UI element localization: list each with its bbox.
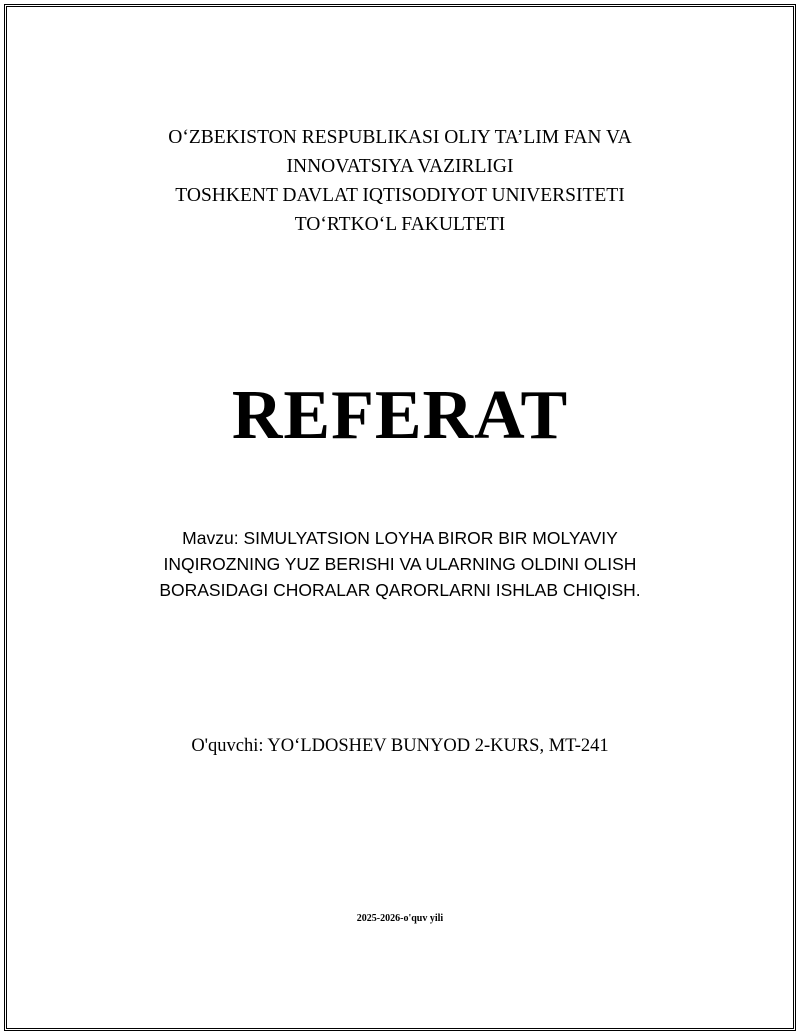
- topic-line-3: BORASIDAGI CHORALAR QARORLARNI ISHLAB CHIQISH.: [159, 580, 641, 600]
- topic-line-1: Mavzu: SIMULYATSION LOYHA BIROR BIR MOLYAVIY: [182, 528, 618, 548]
- topic-block: [0, 525, 800, 603]
- student-info: O'quvchi: YO‘LDOSHEV BUNYOD 2-KURS, MT-241: [191, 736, 609, 756]
- header-line-university: TOSHKENT DAVLAT IQTISODIYOT UNIVERSITETI: [175, 185, 625, 206]
- document-title: REFERAT: [231, 377, 569, 454]
- header-line-ministry-1: O‘ZBEKISTON RESPUBLIKASI OLIY TA’LIM FAN VA: [168, 127, 632, 148]
- institution-header: [0, 123, 800, 239]
- topic-line-2: INQIROZNING YUZ BERISHI VA ULARNING OLDINI OLISH: [163, 554, 637, 574]
- academic-year: 2025-2026-o'quv yili: [356, 913, 444, 924]
- header-line-faculty: TO‘RTKO‘L FAKULTETI: [294, 214, 506, 235]
- header-line-ministry-2: INNOVATSIYA VAZIRLIGI: [286, 156, 514, 177]
